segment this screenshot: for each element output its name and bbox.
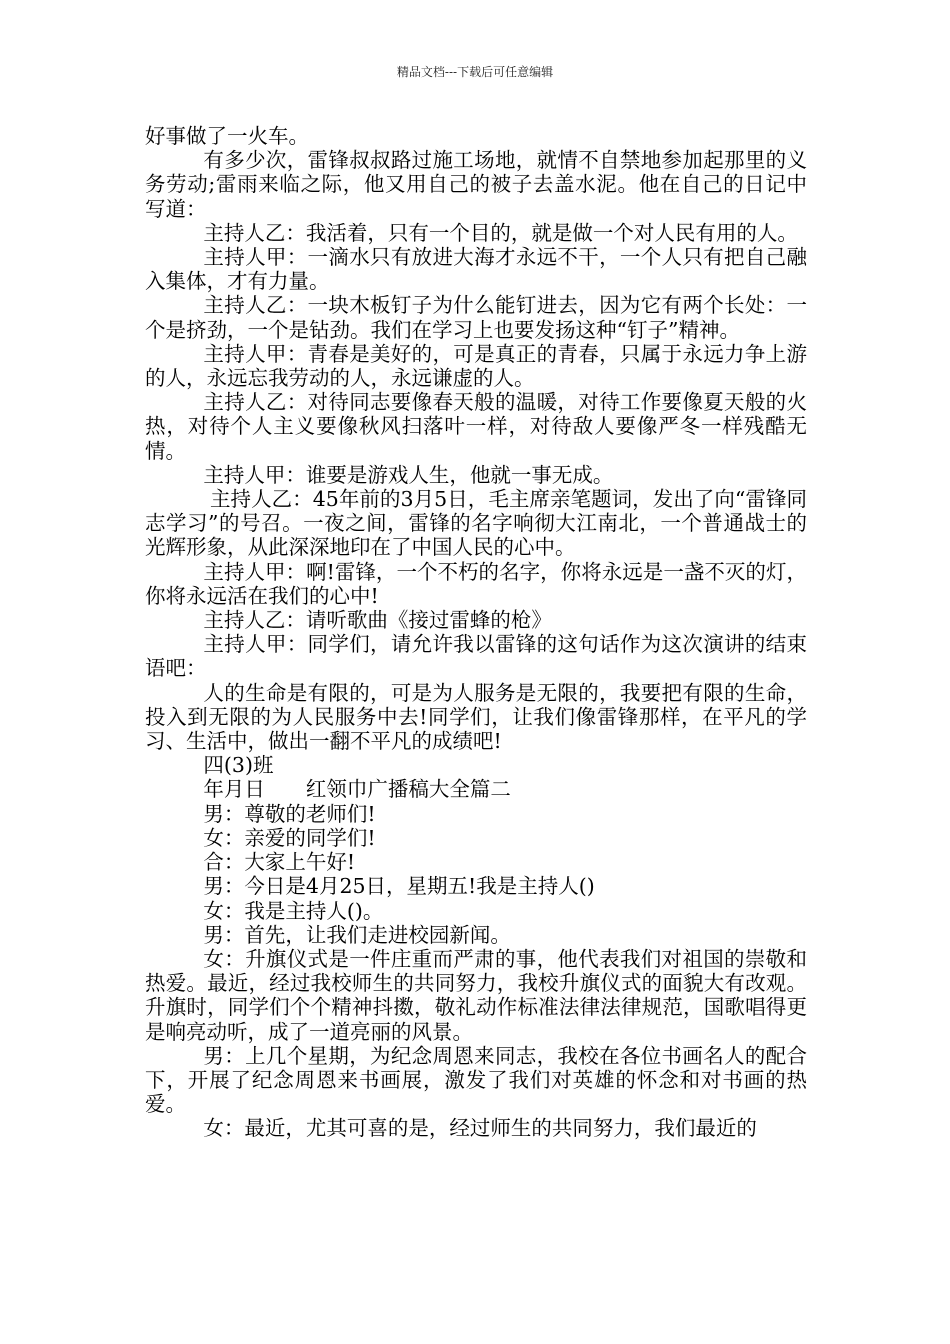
- paragraph: 主持人甲：啊!雷锋，一个不朽的名字，你将永远是一盏不灭的灯，你将永远活在我们的心中!: [145, 559, 807, 608]
- document-body: [145, 124, 807, 1141]
- paragraph: 好事做了一火车。: [145, 124, 309, 148]
- paragraph: 女：升旗仪式是一件庄重而严肃的事，他代表我们对祖国的崇敬和热爱。最近，经过我校师生的共同努力，我校升旗仪式的面貌大有改观。升旗时，同学们个个精神抖擞，敬礼动作标准法律法律规范，国歌唱得更是响亮动听，成了一道亮丽的风景。: [145, 946, 807, 1044]
- page-header: 精品文档---下载后可任意编辑: [396, 65, 554, 79]
- paragraph: 主持人乙：45年前的3月5日，毛主席亲笔题词，发出了向“雷锋同志学习”的号召。一夜之间，雷锋的名字响彻大江南北，一个普通战士的光辉形象，从此深深地印在了中国人民的心中。: [145, 487, 807, 560]
- paragraph: 有多少次，雷锋叔叔路过施工场地，就情不自禁地参加起那里的义务劳动;雷雨来临之际，他又用自己的被子去盖水泥。他在自己的日记中写道：: [145, 148, 807, 221]
- paragraph: 主持人乙：对待同志要像春天般的温暖，对待工作要像夏天般的火热，对待个人主义要像秋风扫落叶一样，对待敌人要像严冬一样残酷无情。: [145, 390, 807, 463]
- paragraph: 主持人甲：一滴水只有放进大海才永远不干，一个人只有把自己融入集体，才有力量。: [145, 245, 807, 294]
- paragraph: 女：亲爱的同学们!: [203, 825, 376, 850]
- paragraph: 男：今日是4月25日，星期五!我是主持人(): [203, 874, 595, 899]
- paragraph: 女：我是主持人()。: [203, 898, 384, 923]
- paragraph: 年月日 红领巾广播稿大全篇二: [203, 777, 511, 802]
- paragraph: 主持人甲：谁要是游戏人生，他就一事无成。: [203, 462, 614, 487]
- paragraph: 男：上几个星期，为纪念周恩来同志，我校在各位书画名人的配合下，开展了纪念周恩来书画展，激发了我们对英雄的怀念和对书画的热爱。: [145, 1043, 807, 1117]
- paragraph: 人的生命是有限的，可是为人服务是无限的，我要把有限的生命，投入到无限的为人民服务中去!同学们，让我们像雷锋那样，在平凡的学习、生活中，做出一翻不平凡的成绩吧!: [145, 680, 807, 754]
- paragraph: 男：首先，让我们走进校园新闻。: [203, 922, 511, 947]
- paragraph: 主持人甲：青春是美好的，可是真正的青春，只属于永远力争上游的人，永远忘我劳动的人，永远谦虚的人。: [145, 341, 807, 391]
- paragraph: 合：大家上午好!: [203, 850, 356, 875]
- paragraph: 主持人乙：我活着，只有一个目的，就是做一个对人民有用的人。: [203, 220, 798, 245]
- paragraph: 主持人乙：请听歌曲《接过雷蜂的枪》: [203, 608, 552, 633]
- paragraph: 主持人甲：同学们，请允许我以雷锋的这句话作为这次演讲的结束语吧：: [145, 632, 807, 681]
- paragraph: 男：尊敬的老师们!: [203, 801, 376, 826]
- paragraph: 四(3)班: [203, 753, 274, 778]
- paragraph: 主持人乙：一块木板钉子为什么能钉进去，因为它有两个长处：一个是挤劲，一个是钻劲。我们在学习上也要发扬这种“钉子”精神。: [145, 293, 807, 342]
- paragraph: 女：最近，尤其可喜的是，经过师生的共同努力，我们最近的: [203, 1116, 757, 1141]
